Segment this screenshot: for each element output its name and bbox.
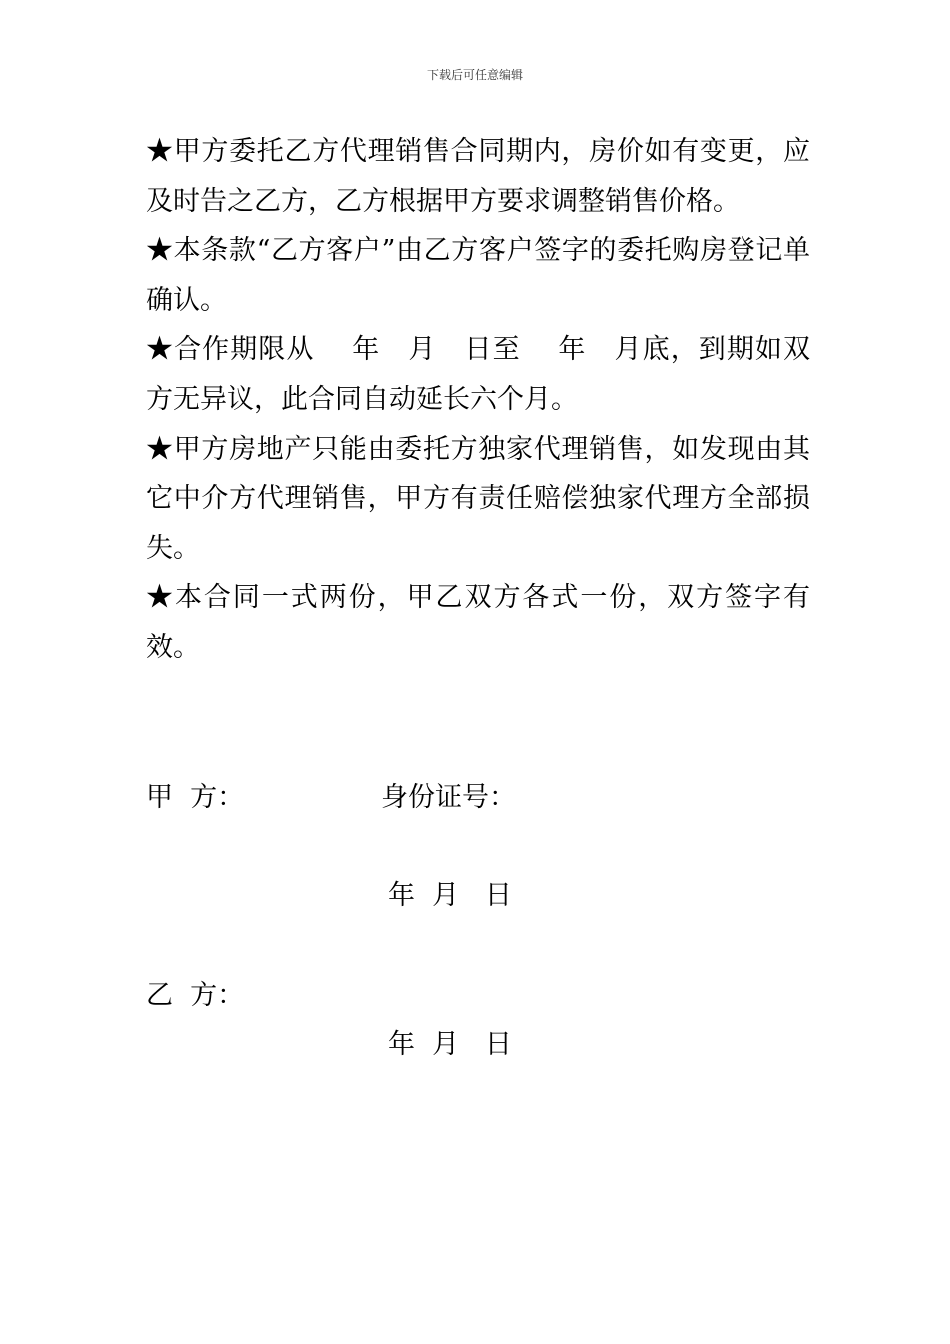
party-a-label: 甲 方： — [146, 782, 245, 813]
header-note: 下载后可任意编辑 — [426, 68, 523, 82]
clause-price-change: ★甲方委托乙方代理销售合同期内，房价如有变更，应及时告之乙方，乙方根据甲方要求调整销售价格。 — [146, 136, 810, 217]
clause-exclusive-agency: ★甲方房地产只能由委托方独家代理销售，如发现由其它中介方代理销售，甲方有责任赔偿独家代理方全部损失。 — [146, 433, 810, 564]
party-b-date: 年 月 日 — [388, 1029, 512, 1060]
party-a-date: 年 月 日 — [388, 880, 512, 911]
clause-copies: ★本合同一式两份，甲乙双方各式一份，双方签字有效。 — [146, 582, 810, 663]
clause-cooperation-period: ★合作期限从 年 月 日至 年 月底，到期如双方无异议，此合同自动延长六个月。 — [146, 334, 810, 415]
clause-customer-confirmation: ★本条款“乙方客户”由乙方客户签字的委托购房登记单确认。 — [146, 235, 810, 316]
contract-body — [146, 127, 810, 673]
party-a-id-label: 身份证号： — [381, 782, 516, 813]
party-b-label: 乙 方： — [146, 980, 245, 1011]
